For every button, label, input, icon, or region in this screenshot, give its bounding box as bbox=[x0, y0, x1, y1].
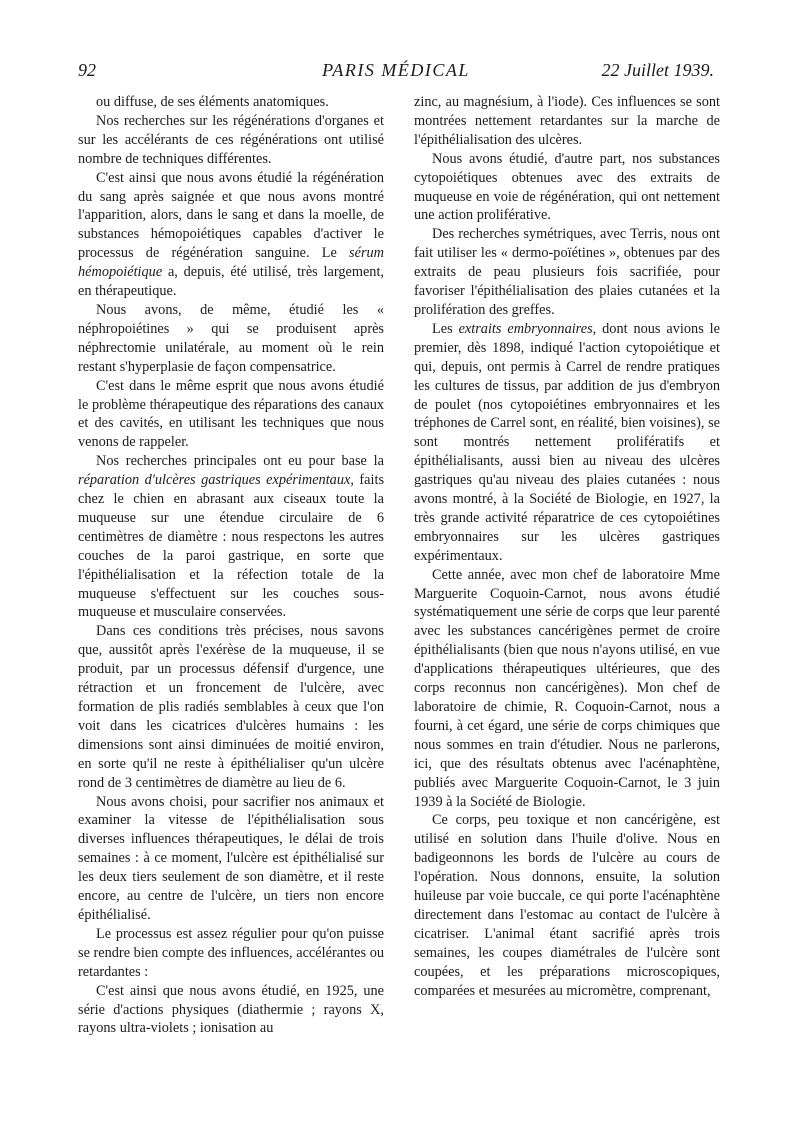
journal-title: PARIS MÉDICAL bbox=[322, 60, 470, 80]
paragraph: Le processus est assez régulier pour qu'on puisse se rendre bien compte des influences, accélérantes ou retardantes : bbox=[78, 925, 384, 980]
paragraph: Nous avons, de même, étudié les « néphropoiétines » qui se produisent après néphrectomie unilatérale, au moment où le rein restant s'hyperplasie de façon compensatrice. bbox=[78, 301, 384, 375]
paragraph: C'est dans le même esprit que nous avons étudié le problème thérapeutique des réparations des canaux et des cavités, en utilisant les techniques que nous venons de rappeler. bbox=[78, 377, 384, 451]
paragraph-text: C'est ainsi que nous avons étudié la régénération du sang après saignée et que nous avons montré l'apparition, alors, dans le sang et dans la moelle, de substances hémopoiétiques capables d'activer le processus de régénération sanguine. Le bbox=[78, 169, 384, 262]
issue-date: 22 Juillet 1939. bbox=[601, 60, 714, 80]
paragraph: Dans ces conditions très précises, nous savons que, aussitôt après l'exérèse de la muqueuse, il se produit, par un processus défensif d'urgence, une rétraction et un froncement de l'ulcère, avec formation de plis radiés semblables à ceux que l'on voit dans les cicatrices d'ulcères humains : les dimensions sont ainsi diminuées de moitié environ, en sorte qu'il ne reste à épithélialiser qu'un ulcère rond de 3 centimètres de diamètre au lieu de 6. bbox=[78, 623, 384, 791]
paragraph: Des recherches symétriques, avec Terris, nous ont fait utiliser les « dermo-poïétines », obtenues par des extraits de peau plusieurs fois sacrifiée, pour favoriser l'épithélialisation des plaies cutanées et la prolifération des greffes. bbox=[414, 226, 720, 318]
paragraph bbox=[414, 320, 720, 566]
left-text-column bbox=[78, 93, 384, 1038]
paragraph: Cette année, avec mon chef de laboratoire Mme Marguerite Coquoin-Carnot, nous avons étudié systématiquement une série de corps que leur parenté avec les substances cancérigènes permet de croire épithélialisants (bien que nous n'ayons utilisé, en vue d'applications thérapeutiques ultérieures, que des corps reconnus non cancérigènes). Mon chef de laboratoire de chimie, R. Coquoin-Carnot, nous a fourni, à cet égard, une série de corps chimiques que nous sommes en train d'étudier. Nous ne parlerons, ici, que des résultats obtenus avec l'acénaphtène, publiés avec Marguerite Coquoin-Carnot, le 3 juin 1939 à la Société de Biologie. bbox=[414, 566, 720, 810]
italic-term: extraits embryonnaires bbox=[458, 320, 593, 337]
paragraph: ou diffuse, de ses éléments anatomiques. bbox=[96, 94, 329, 110]
paragraph-text: , faits chez le chien en abrasant aux ciseaux toute la muqueuse sur une étendue circulaire de 6 centimètres de diamètre : nous respectons les autres couches de la paroi gastrique, en sorte que l'épithélialisation et la réfection totale de la muqueuse s'effectuent sur les couches sous-muqueuse et musculaire conservées. bbox=[78, 472, 385, 621]
paragraph: Ce corps, peu toxique et non cancérigène, est utilisé en solution dans l'huile d'olive. Nous en badigeonnons les bords de l'ulcère au cours de l'opération. Nous donnons, ensuite, la solution huileuse par voie buccale, ce qui porte l'acénaphtène directement dans l'estomac au contact de l'ulcère à cicatriser. L'animal étant sacrifié après trois semaines, les coupes diamétrales de l'ulcère sont coupées, et les préparations microscopiques, comparées et mesurées au micromètre, comprenant, bbox=[414, 812, 720, 999]
paragraph: Nous avons choisi, pour sacrifier nos animaux et examiner la vitesse de l'épithélialisation sous diverses influences thérapeutiques, le délai de trois semaines : à ce moment, l'ulcère est épithélialisé sur les deux tiers seulement de son diamètre, et il reste encore, au centre de l'ulcère, un tiers non encore épithélialisé. bbox=[78, 793, 384, 923]
paragraph-text: Nos recherches principales ont eu pour base la bbox=[96, 453, 384, 470]
paragraph: Nous avons étudié, d'autre part, nos substances cytopoiétiques obtenues avec des extraits de muqueuse en voie de régénération, qui ont nettement une action proliférative. bbox=[414, 150, 720, 224]
paragraph-text: Les bbox=[432, 320, 459, 337]
paragraph bbox=[78, 452, 384, 622]
paragraph: zinc, au magnésium, à l'iode). Ces influences se sont montrées nettement retardantes sur la marche de l'épithélialisation des ulcères. bbox=[414, 94, 720, 148]
paragraph-text: a, depuis, été utilisé, très largement, en thérapeutique. bbox=[78, 264, 384, 300]
running-header bbox=[78, 60, 714, 90]
paragraph: C'est ainsi que nous avons étudié, en 1925, une série d'actions physiques (diathermie ; rayons X, rayons ultra-violets ; ionisation au bbox=[78, 982, 384, 1037]
right-text-column bbox=[414, 93, 720, 1001]
paragraph-text: , dont nous avions le premier, dès 1898, indiqué l'action cytopoiétique et qui, depuis, ont permis à Carrel de rendre pratiques les cultures de tissus, par addition de jus d'embryon de poulet (nos cytopoiétines embryonnaires et les tréphones de Carrel sont, en réalité, bien voisines), se sont montrés nettement prolifératifs et épithélialisants, aussi bien au niveau des ulcères gastriques qu'au niveau des plaies cutanées : nous avons montré, à la Société de Biologie, en 1927, la très grande activité réparatrice de ces cytopoiétines embryonnaires sur les ulcères gastriques expérimentaux. bbox=[414, 320, 720, 564]
italic-term: réparation d'ulcères gastriques expérimentaux bbox=[78, 472, 351, 489]
italic-term: sérum hémopoiétique bbox=[78, 245, 384, 281]
paragraph bbox=[78, 169, 384, 301]
page-number: 92 bbox=[78, 60, 96, 80]
paragraph: Nos recherches sur les régénérations d'organes et sur les accélérants de ces régénérations ont utilisé nombre de techniques différentes. bbox=[78, 112, 384, 167]
